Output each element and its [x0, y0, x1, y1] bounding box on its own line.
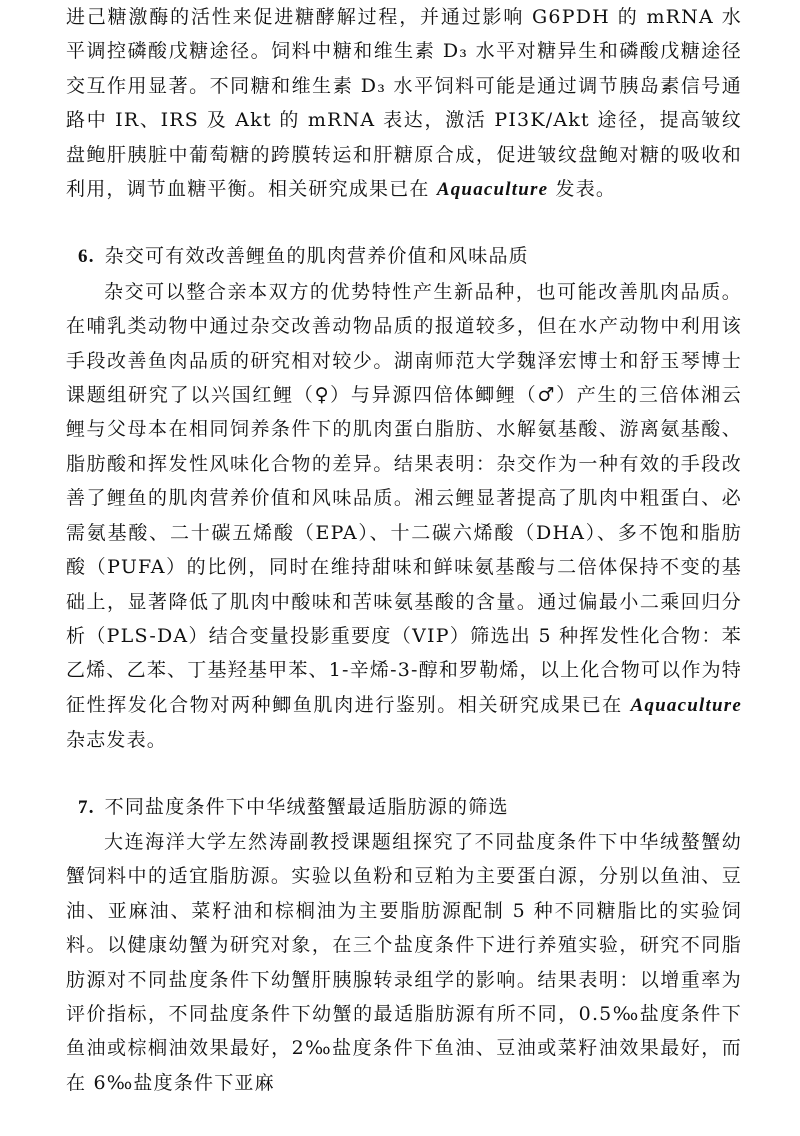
section-7-number: 7. [78, 796, 95, 818]
intro-paragraph [66, 0, 742, 207]
section-6-number: 6. [78, 246, 95, 268]
section-6-title: 杂交可有效改善鲤鱼的肌肉营养价值和风味品质 [104, 245, 529, 268]
journal-name: Aquaculture [436, 179, 549, 201]
section-7-paragraph [66, 825, 742, 1100]
section-7-title: 不同盐度条件下中华绒螯蟹最适脂肪源的筛选 [104, 795, 509, 818]
section-7-heading [66, 790, 742, 825]
section-6-tail: 杂志发表。 [66, 729, 168, 752]
section-6-paragraph [66, 275, 742, 758]
section-7-text: 大连海洋大学左然涛副教授课题组探究了不同盐度条件下中华绒螯蟹幼蟹饲料中的适宜脂肪源。实验以鱼粉和豆粕为主要蛋白源，分别以鱼油、豆油、亚麻油、菜籽油和棕榈油为主要脂肪源配制 5 种不同糖脂比的实验饲料。以健康幼蟹为研究对象，在三个盐度条件下进行养殖实验，研究不同脂肪源对不同盐度条件下幼蟹肝胰腺转录组学的影响。结果表明：以增重率为评价指标，不同盐度条件下幼蟹的最适脂肪源有所不同，0.5‰盐度条件下鱼油或棕榈油效果最好，2‰盐度条件下鱼油、豆油或菜籽油效果最好，而在 6‰盐度条件下亚麻 [66, 830, 742, 1094]
section-6-text: 杂交可以整合亲本双方的优势特性产生新品种，也可能改善肌肉品质。在哺乳类动物中通过杂交改善动物品质的报道较多，但在水产动物中利用该手段改善鱼肉品质的研究相对较少。湖南师范大学魏泽宏博士和舒玉琴博士课题组研究了以兴国红鲤（♀）与异源四倍体鲫鲤（♂）产生的三倍体湘云鲤与父母本在相同饲养条件下的肌肉蛋白脂肪、水解氨基酸、游离氨基酸、脂肪酸和挥发性风味化合物的差异。结果表明：杂交作为一种有效的手段改善了鲤鱼的肌肉营养价值和风味品质。湘云鲤显著提高了肌肉中粗蛋白、必需氨基酸、二十碳五烯酸（EPA）、十二碳六烯酸（DHA）、多不饱和脂肪酸（PUFA）的比例，同时在维持甜味和鲜味氨基酸与二倍体保持不变的基础上，显著降低了肌肉中酸味和苦味氨基酸的含量。通过偏最小二乘回归分析（PLS-DA）结合变量投影重要度（VIP）筛选出 5 种挥发性化合物：苯乙烯、乙苯、丁基羟基甲苯、1-辛烯-3-醇和罗勒烯，以上化合物可以作为特征性挥发化合物对两种鲫鱼肌肉进行鉴别。相关研究成果已在 [66, 280, 742, 716]
intro-tail: 发表。 [548, 178, 617, 201]
section-6-heading [66, 239, 742, 274]
intro-text: 进己糖激酶的活性来促进糖酵解过程，并通过影响 G6PDH 的 mRNA 水平调控磷酸戊糖途径。饲料中糖和维生素 D₃ 水平对糖异生和磷酸戊糖途径交互作用显著。不同糖和维生素 D₃ 水平饲料可能是通过调节胰岛素信号通路中 IR、IRS 及 Akt 的 mRNA 表达，激活 PI3K/Akt 途径，提高皱纹盘鲍肝胰脏中葡萄糖的跨膜转运和肝糖原合成，促进皱纹盘鲍对糖的吸收和利用，调节血糖平衡。相关研究成果已在 [66, 6, 742, 201]
journal-name: Aquaculture [630, 694, 742, 716]
